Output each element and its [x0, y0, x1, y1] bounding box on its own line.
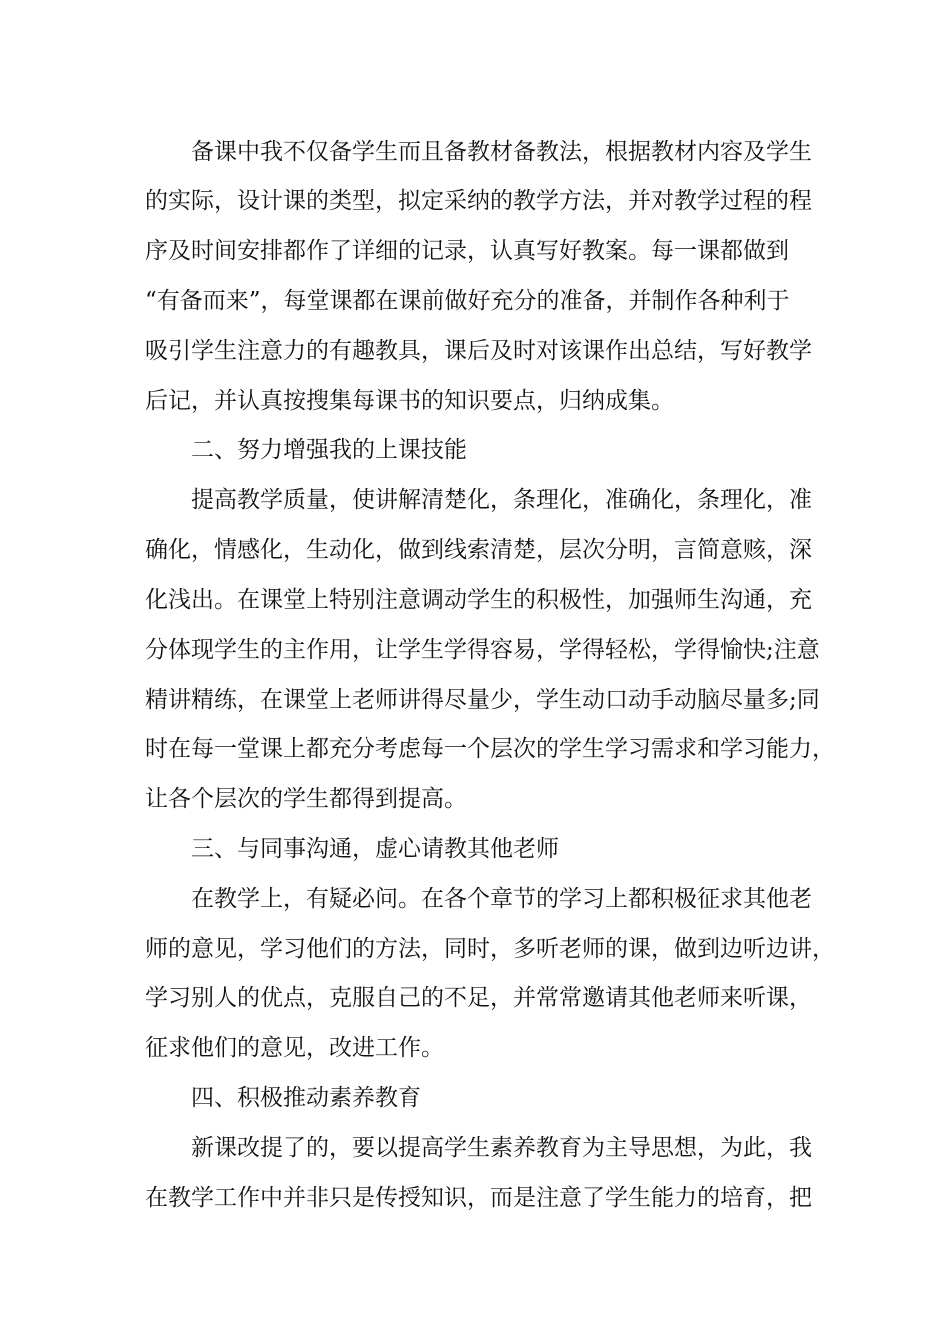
- text-line: 化浅出。在课堂上特别注意调动学生的积极性，加强师生沟通，充: [145, 587, 812, 613]
- text-line: 确化，情感化，生动化，做到线索清楚，层次分明，言简意赅，深: [145, 537, 812, 563]
- text-line: 后记，并认真按搜集每课书的知识要点，归纳成集。: [145, 388, 674, 414]
- text-line: 序及时间安排都作了详细的记录，认真写好教案。每一课都做到: [145, 238, 789, 264]
- text-line: “有备而来”，每堂课都在课前做好充分的准备，并制作各种利于: [145, 288, 790, 314]
- text-line: 在教学上，有疑必问。在各个章节的学习上都积极征求其他老: [191, 886, 812, 912]
- section-heading: 三、与同事沟通，虚心请教其他老师: [191, 836, 559, 862]
- text-line: 的实际，设计课的类型，拟定采纳的教学方法，并对教学过程的程: [145, 188, 812, 214]
- text-line: 在教学工作中并非只是传授知识，而是注意了学生能力的培育，把: [145, 1185, 812, 1211]
- text-line: 让各个层次的学生都得到提高。: [145, 786, 467, 812]
- text-line: 时在每一堂课上都充分考虑每一个层次的学生学习需求和学习能力，: [145, 736, 835, 762]
- text-line: 提高教学质量，使讲解清楚化，条理化，准确化，条理化，准: [191, 487, 812, 513]
- text-line: 分体现学生的主作用，让学生学得容易，学得轻松，学得愉快;注意: [145, 637, 820, 663]
- section-heading: 二、努力增强我的上课技能: [191, 437, 467, 463]
- text-line: 师的意见，学习他们的方法，同时，多听老师的课，做到边听边讲，: [145, 936, 835, 962]
- text-line: 征求他们的意见，改进工作。: [145, 1035, 444, 1061]
- text-line: 吸引学生注意力的有趣教具，课后及时对该课作出总结，写好教学: [145, 338, 812, 364]
- text-line: 精讲精练，在课堂上老师讲得尽量少，学生动口动手动脑尽量多;同: [145, 687, 820, 713]
- text-line: 备课中我不仅备学生而且备教材备教法，根据教材内容及学生: [191, 139, 812, 165]
- section-heading: 四、积极推动素养教育: [191, 1085, 421, 1111]
- text-line: 学习别人的优点，克服自己的不足，并常常邀请其他老师来听课，: [145, 985, 812, 1011]
- text-line: 新课改提了的，要以提高学生素养教育为主导思想，为此，我: [191, 1135, 812, 1161]
